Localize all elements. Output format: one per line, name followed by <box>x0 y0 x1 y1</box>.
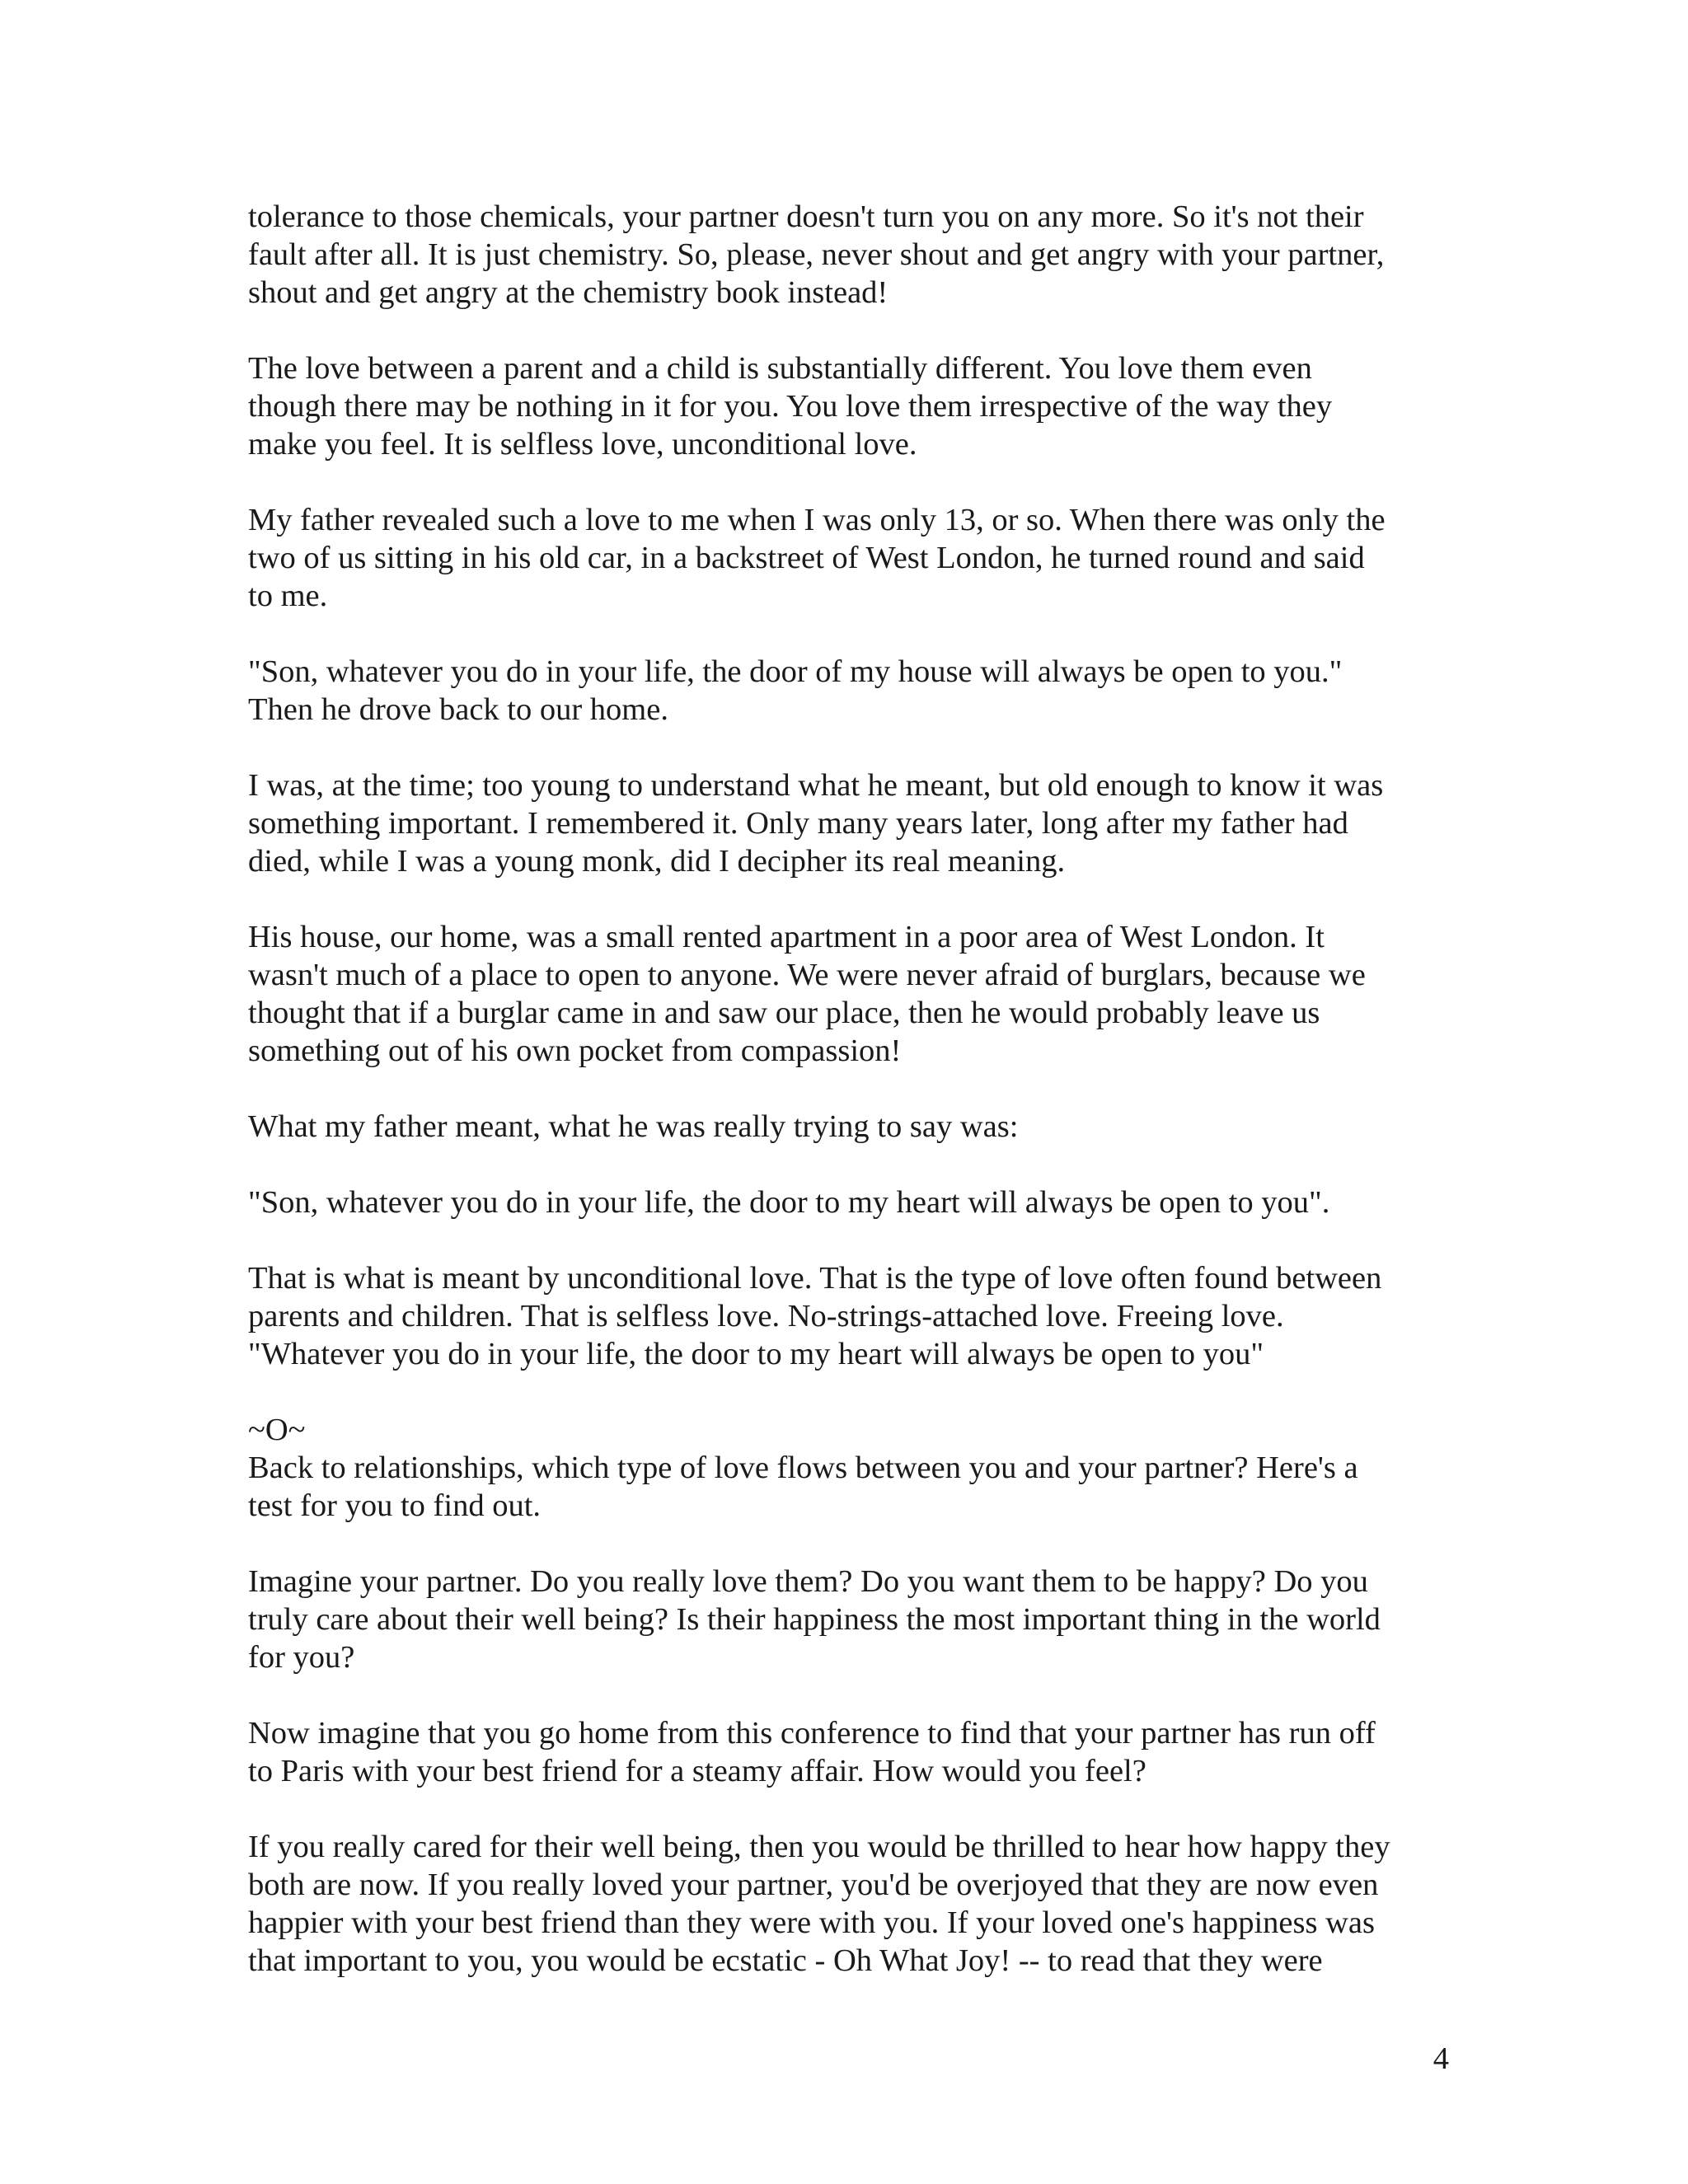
text-line: though there may be nothing in it for you. You love them irrespective of the way they <box>248 389 1333 424</box>
text-line: to me. <box>248 579 328 613</box>
text-line: The love between a parent and a child is substantially different. You love them even <box>248 351 1312 386</box>
text-line: parents and children. That is selfless love. No-strings-attached love. Freeing love. <box>248 1299 1284 1333</box>
text-line: happier with your best friend than they were with you. If your loved one's happiness was <box>248 1905 1375 1940</box>
text-line: I was, at the time; too young to understand what he meant, but old enough to know it was <box>248 768 1384 803</box>
text-line: Then he drove back to our home. <box>248 692 668 727</box>
text-line: both are now. If you really loved your partner, you'd be overjoyed that they are now even <box>248 1868 1379 1902</box>
separator-mark: ~O~ <box>248 1413 306 1447</box>
text-line: fault after all. It is just chemistry. So, please, never shout and get angry with your partner, <box>248 237 1385 272</box>
text-line: "Whatever you do in your life, the door to my heart will always be open to you" <box>248 1337 1264 1371</box>
text-line: Back to relationships, which type of love flows between you and your partner? Here's a <box>248 1451 1358 1485</box>
text-line: shout and get angry at the chemistry book instead! <box>248 275 889 310</box>
text-line: two of us sitting in his old car, in a backstreet of West London, he turned round and said <box>248 541 1365 575</box>
paragraph-5 <box>248 766 1443 880</box>
text-line: If you really cared for their well being, then you would be thrilled to hear how happy they <box>248 1830 1390 1864</box>
paragraph-8 <box>248 1183 1443 1221</box>
paragraph-10 <box>248 1449 1443 1525</box>
text-line: thought that if a burglar came in and saw our place, then he would probably leave us <box>248 996 1320 1030</box>
page-number: 4 <box>1432 2041 1449 2076</box>
paragraph-9 <box>248 1259 1443 1373</box>
text-line: test for you to find out. <box>248 1488 542 1523</box>
paragraph-12 <box>248 1714 1443 1790</box>
text-line: What my father meant, what he was really trying to say was: <box>248 1109 1019 1144</box>
text-line: to Paris with your best friend for a steamy affair. How would you feel? <box>248 1754 1146 1788</box>
paragraph-1 <box>248 198 1443 312</box>
body-text <box>248 198 1443 2018</box>
text-line: that important to you, you would be ecstatic - Oh What Joy! -- to read that they were <box>248 1943 1323 1978</box>
paragraph-3 <box>248 501 1443 615</box>
text-line: That is what is meant by unconditional love. That is the type of love often found between <box>248 1261 1382 1296</box>
text-line: something out of his own pocket from compassion! <box>248 1033 902 1068</box>
paragraph-2 <box>248 349 1443 463</box>
paragraph-13 <box>248 1828 1443 1980</box>
text-line: His house, our home, was a small rented apartment in a poor area of West London. It <box>248 920 1325 954</box>
text-line: My father revealed such a love to me when I was only 13, or so. When there was only the <box>248 503 1386 537</box>
text-line: "Son, whatever you do in your life, the door to my heart will always be open to you". <box>248 1185 1330 1220</box>
text-line: wasn't much of a place to open to anyone. We were never afraid of burglars, because we <box>248 958 1366 992</box>
text-line: tolerance to those chemicals, your partner doesn't turn you on any more. So it's not their <box>248 199 1364 234</box>
paragraph-6 <box>248 918 1443 1070</box>
text-line: make you feel. It is selfless love, unconditional love. <box>248 427 917 462</box>
text-line: truly care about their well being? Is their happiness the most important thing in the world <box>248 1602 1381 1637</box>
text-line: died, while I was a young monk, did I decipher its real meaning. <box>248 844 1066 879</box>
paragraph-11 <box>248 1563 1443 1676</box>
section-separator <box>248 1411 1443 1449</box>
text-line: for you? <box>248 1640 355 1675</box>
text-line: Now imagine that you go home from this conference to find that your partner has run off <box>248 1716 1376 1750</box>
paragraph-7 <box>248 1108 1443 1146</box>
text-line: "Son, whatever you do in your life, the door of my house will always be open to you." <box>248 654 1343 689</box>
paragraph-4 <box>248 653 1443 729</box>
text-line: something important. I remembered it. Only many years later, long after my father had <box>248 806 1348 841</box>
text-line: Imagine your partner. Do you really love them? Do you want them to be happy? Do you <box>248 1564 1368 1599</box>
